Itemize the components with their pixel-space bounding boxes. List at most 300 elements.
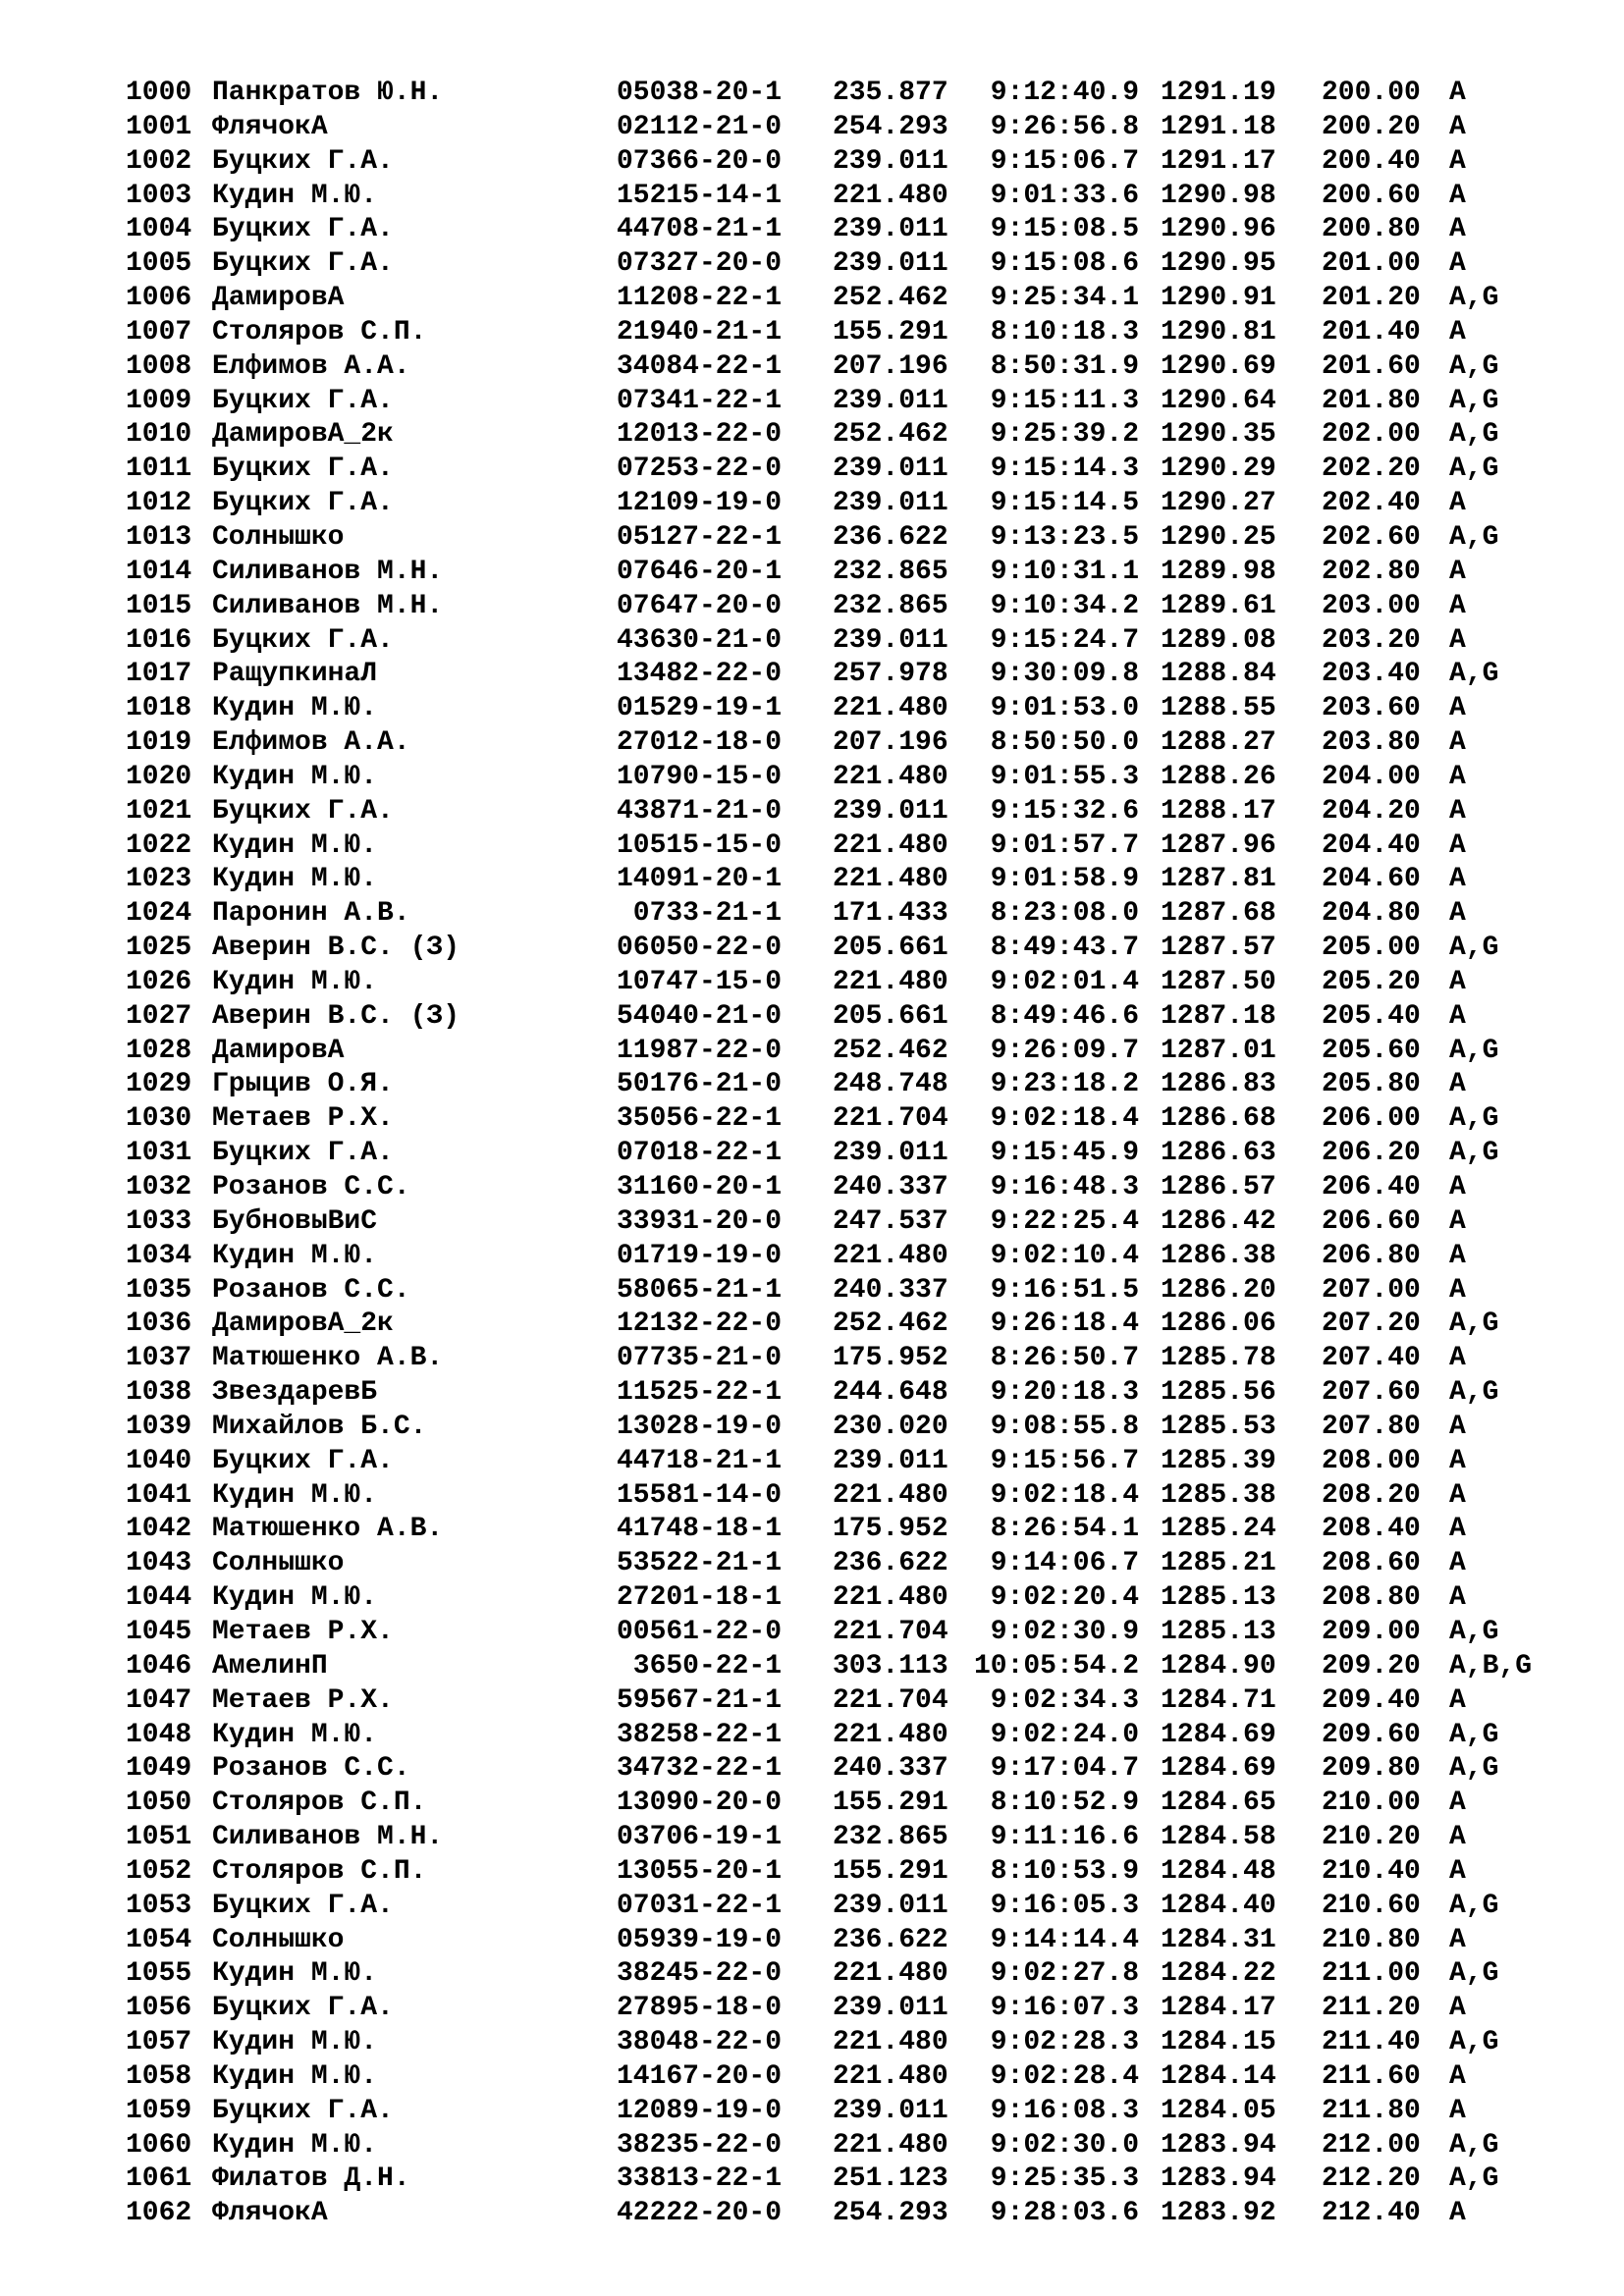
row-arrival-time: 9:15:56.7 <box>990 1445 1139 1476</box>
row-arrival-time: 9:16:48.3 <box>990 1172 1139 1202</box>
row-name: Паронин А.В. <box>212 898 410 930</box>
row-ring-number: 44708-21-1 <box>616 214 782 245</box>
row-flags: A <box>1449 1684 1466 1716</box>
row-distance: 221.704 <box>833 1616 948 1647</box>
row-position: 1027 <box>126 1000 192 1032</box>
row-name: Столяров С.П. <box>212 1855 427 1887</box>
row-distance: 221.480 <box>833 1582 948 1614</box>
row-points: 205.60 <box>1322 1035 1421 1066</box>
row-points: 204.60 <box>1322 864 1421 895</box>
row-arrival-time: 9:16:08.3 <box>990 2095 1139 2126</box>
row-position: 1014 <box>126 556 192 587</box>
row-arrival-time: 9:17:04.7 <box>990 1753 1139 1785</box>
row-distance: 239.011 <box>833 624 948 656</box>
row-flags: A <box>1449 1205 1466 1237</box>
row-ring-number: 58065-21-1 <box>616 1274 782 1306</box>
row-name: ЗвездаревБ <box>212 1377 378 1409</box>
row-position: 1004 <box>126 214 192 245</box>
row-name: Матюшенко А.В. <box>212 1514 444 1545</box>
row-position: 1036 <box>126 1308 192 1340</box>
row-points: 204.20 <box>1322 795 1421 827</box>
row-distance: 221.480 <box>833 1719 948 1750</box>
row-speed: 1287.68 <box>1161 898 1276 930</box>
row-name: Матюшенко А.В. <box>212 1343 444 1374</box>
row-points: 205.40 <box>1322 1000 1421 1032</box>
row-name: Буцких Г.А. <box>212 624 394 656</box>
table-row <box>126 1308 1598 1342</box>
row-name: ДамировА_2к <box>212 1308 394 1340</box>
row-flags: A <box>1449 1000 1466 1032</box>
row-distance: 239.011 <box>833 488 948 519</box>
row-name: Солнышко <box>212 1548 345 1579</box>
row-points: 211.40 <box>1322 2027 1421 2058</box>
row-arrival-time: 9:02:10.4 <box>990 1240 1139 1271</box>
row-name: Буцких Г.А. <box>212 488 394 519</box>
row-speed: 1284.71 <box>1161 1684 1276 1716</box>
row-ring-number: 13090-20-0 <box>616 1788 782 1819</box>
row-distance: 252.462 <box>833 1035 948 1066</box>
row-position: 1045 <box>126 1616 192 1647</box>
row-points: 205.20 <box>1322 966 1421 997</box>
row-flags: A,G <box>1449 1890 1499 1921</box>
row-position: 1012 <box>126 488 192 519</box>
row-ring-number: 38048-22-0 <box>616 2027 782 2058</box>
row-distance: 221.480 <box>833 2129 948 2161</box>
row-points: 204.80 <box>1322 898 1421 930</box>
row-distance: 221.704 <box>833 1684 948 1716</box>
row-ring-number: 33813-22-1 <box>616 2163 782 2195</box>
row-points: 208.60 <box>1322 1548 1421 1579</box>
row-speed: 1284.31 <box>1161 1924 1276 1955</box>
row-points: 201.20 <box>1322 283 1421 314</box>
row-arrival-time: 9:02:30.9 <box>990 1616 1139 1647</box>
row-distance: 239.011 <box>833 454 948 485</box>
row-position: 1030 <box>126 1103 192 1135</box>
row-ring-number: 27012-18-0 <box>616 727 782 759</box>
row-flags: A <box>1449 1172 1466 1202</box>
row-arrival-time: 9:26:18.4 <box>990 1308 1139 1340</box>
row-position: 1026 <box>126 966 192 997</box>
table-row <box>126 385 1598 419</box>
table-row <box>126 487 1598 521</box>
row-distance: 244.648 <box>833 1377 948 1409</box>
row-ring-number: 07647-20-0 <box>616 590 782 621</box>
row-ring-number: 05038-20-1 <box>616 78 782 108</box>
row-speed: 1286.57 <box>1161 1172 1276 1202</box>
row-ring-number: 43871-21-0 <box>616 795 782 827</box>
row-points: 208.40 <box>1322 1514 1421 1545</box>
row-points: 200.40 <box>1322 145 1421 177</box>
row-ring-number: 54040-21-0 <box>616 1000 782 1032</box>
row-name: Столяров С.П. <box>212 316 427 347</box>
row-position: 1021 <box>126 795 192 827</box>
row-position: 1061 <box>126 2163 192 2195</box>
row-speed: 1288.26 <box>1161 761 1276 792</box>
row-speed: 1287.81 <box>1161 864 1276 895</box>
row-distance: 236.622 <box>833 521 948 553</box>
row-speed: 1285.56 <box>1161 1377 1276 1409</box>
row-position: 1019 <box>126 727 192 759</box>
row-name: Кудин М.Ю. <box>212 1479 378 1511</box>
row-position: 1054 <box>126 1924 192 1955</box>
row-ring-number: 38245-22-0 <box>616 1958 782 1990</box>
table-row <box>126 829 1598 864</box>
row-points: 211.20 <box>1322 1993 1421 2024</box>
row-arrival-time: 9:22:25.4 <box>990 1205 1139 1237</box>
row-arrival-time: 9:02:24.0 <box>990 1719 1139 1750</box>
row-flags: A <box>1449 966 1466 997</box>
row-points: 211.00 <box>1322 1958 1421 1990</box>
row-name: Кудин М.Ю. <box>212 180 378 211</box>
row-points: 202.80 <box>1322 556 1421 587</box>
row-name: Кудин М.Ю. <box>212 2060 378 2092</box>
row-name: Грыцив О.Я. <box>212 1069 394 1100</box>
row-flags: A,G <box>1449 1616 1499 1647</box>
row-distance: 230.020 <box>833 1411 948 1442</box>
row-speed: 1285.78 <box>1161 1343 1276 1374</box>
row-arrival-time: 9:15:08.6 <box>990 248 1139 280</box>
row-flags: A <box>1449 590 1466 621</box>
row-arrival-time: 8:50:50.0 <box>990 727 1139 759</box>
row-ring-number: 11987-22-0 <box>616 1035 782 1066</box>
row-points: 204.40 <box>1322 829 1421 861</box>
row-position: 1060 <box>126 2129 192 2161</box>
row-flags: A,G <box>1449 1719 1499 1750</box>
row-ring-number: 00561-22-0 <box>616 1616 782 1647</box>
row-name: Буцких Г.А. <box>212 1138 394 1169</box>
row-speed: 1288.55 <box>1161 693 1276 724</box>
table-row <box>126 1205 1598 1240</box>
table-row <box>126 350 1598 385</box>
row-flags: A <box>1449 1924 1466 1955</box>
row-ring-number: 21940-21-1 <box>616 316 782 347</box>
table-row <box>126 692 1598 726</box>
row-speed: 1285.13 <box>1161 1616 1276 1647</box>
row-distance: 239.011 <box>833 1993 948 2024</box>
row-points: 203.80 <box>1322 727 1421 759</box>
row-position: 1025 <box>126 933 192 964</box>
row-ring-number: 34084-22-1 <box>616 350 782 382</box>
row-name: Буцких Г.А. <box>212 2095 394 2126</box>
row-name: Буцких Г.А. <box>212 1993 394 2024</box>
row-speed: 1290.95 <box>1161 248 1276 280</box>
row-arrival-time: 9:14:06.7 <box>990 1548 1139 1579</box>
row-flags: A <box>1449 214 1466 245</box>
row-name: Кудин М.Ю. <box>212 1240 378 1271</box>
row-arrival-time: 9:15:24.7 <box>990 624 1139 656</box>
row-speed: 1288.17 <box>1161 795 1276 827</box>
row-points: 201.60 <box>1322 350 1421 382</box>
row-ring-number: 07327-20-0 <box>616 248 782 280</box>
table-row <box>126 1581 1598 1616</box>
row-speed: 1289.08 <box>1161 624 1276 656</box>
row-arrival-time: 8:10:52.9 <box>990 1788 1139 1819</box>
row-points: 210.20 <box>1322 1822 1421 1853</box>
table-row <box>126 1890 1598 1924</box>
row-speed: 1290.64 <box>1161 385 1276 416</box>
row-distance: 303.113 <box>833 1650 948 1682</box>
row-speed: 1283.92 <box>1161 2198 1276 2229</box>
row-ring-number: 41748-18-1 <box>616 1514 782 1545</box>
row-arrival-time: 9:25:34.1 <box>990 283 1139 314</box>
row-arrival-time: 8:26:50.7 <box>990 1343 1139 1374</box>
row-flags: A <box>1449 864 1466 895</box>
row-ring-number: 33931-20-0 <box>616 1205 782 1237</box>
row-position: 1028 <box>126 1035 192 1066</box>
row-flags: A <box>1449 2198 1466 2229</box>
row-points: 206.00 <box>1322 1103 1421 1135</box>
row-name: ДамировА <box>212 283 345 314</box>
row-arrival-time: 9:16:05.3 <box>990 1890 1139 1921</box>
row-flags: A <box>1449 488 1466 519</box>
row-speed: 1288.27 <box>1161 727 1276 759</box>
table-row <box>126 2060 1598 2095</box>
table-row <box>126 1376 1598 1411</box>
row-speed: 1290.69 <box>1161 350 1276 382</box>
row-flags: A <box>1449 1069 1466 1100</box>
table-row <box>126 2129 1598 2163</box>
row-name: Аверин В.С. (З) <box>212 1000 460 1032</box>
row-distance: 221.480 <box>833 180 948 211</box>
row-speed: 1285.39 <box>1161 1445 1276 1476</box>
row-ring-number: 44718-21-1 <box>616 1445 782 1476</box>
row-points: 203.60 <box>1322 693 1421 724</box>
row-position: 1037 <box>126 1343 192 1374</box>
row-position: 1038 <box>126 1377 192 1409</box>
row-points: 201.80 <box>1322 385 1421 416</box>
row-points: 202.40 <box>1322 488 1421 519</box>
row-name: Буцких Г.А. <box>212 795 394 827</box>
row-speed: 1286.42 <box>1161 1205 1276 1237</box>
table-row <box>126 180 1598 214</box>
row-points: 207.00 <box>1322 1274 1421 1306</box>
table-row <box>126 1616 1598 1650</box>
row-arrival-time: 9:26:09.7 <box>990 1035 1139 1066</box>
row-speed: 1286.20 <box>1161 1274 1276 1306</box>
row-flags: A,G <box>1449 1035 1499 1066</box>
row-name: АмелинП <box>212 1650 328 1682</box>
table-row <box>126 1752 1598 1787</box>
row-speed: 1286.06 <box>1161 1308 1276 1340</box>
row-name: Кудин М.Ю. <box>212 693 378 724</box>
row-arrival-time: 9:15:14.3 <box>990 454 1139 485</box>
row-flags: A,G <box>1449 385 1499 416</box>
row-name: Кудин М.Ю. <box>212 829 378 861</box>
row-flags: A <box>1449 1855 1466 1887</box>
table-row <box>126 1411 1598 1445</box>
row-speed: 1290.98 <box>1161 180 1276 211</box>
row-arrival-time: 9:25:39.2 <box>990 419 1139 451</box>
row-speed: 1284.05 <box>1161 2095 1276 2126</box>
row-points: 210.80 <box>1322 1924 1421 1955</box>
row-distance: 232.865 <box>833 590 948 621</box>
row-position: 1049 <box>126 1753 192 1785</box>
row-speed: 1290.91 <box>1161 283 1276 314</box>
row-speed: 1286.68 <box>1161 1103 1276 1135</box>
row-name: ДамировА <box>212 1035 345 1066</box>
results-table <box>126 77 1598 2231</box>
row-name: Солнышко <box>212 521 345 553</box>
row-points: 207.80 <box>1322 1411 1421 1442</box>
row-ring-number: 12013-22-0 <box>616 419 782 451</box>
row-name: Кудин М.Ю. <box>212 1958 378 1990</box>
row-arrival-time: 8:49:46.6 <box>990 1000 1139 1032</box>
row-flags: A <box>1449 2060 1466 2092</box>
row-position: 1017 <box>126 659 192 690</box>
row-ring-number: 53522-21-1 <box>616 1548 782 1579</box>
row-distance: 171.433 <box>833 898 948 930</box>
row-speed: 1287.57 <box>1161 933 1276 964</box>
row-flags: A,G <box>1449 454 1499 485</box>
table-row <box>126 726 1598 761</box>
row-name: Буцких Г.А. <box>212 145 394 177</box>
row-speed: 1287.50 <box>1161 966 1276 997</box>
row-speed: 1290.35 <box>1161 419 1276 451</box>
row-arrival-time: 9:15:11.3 <box>990 385 1139 416</box>
row-position: 1033 <box>126 1205 192 1237</box>
row-distance: 175.952 <box>833 1514 948 1545</box>
row-speed: 1284.90 <box>1161 1650 1276 1682</box>
row-arrival-time: 8:10:53.9 <box>990 1855 1139 1887</box>
row-distance: 221.480 <box>833 966 948 997</box>
row-distance: 239.011 <box>833 385 948 416</box>
row-distance: 240.337 <box>833 1753 948 1785</box>
row-ring-number: 07735-21-0 <box>616 1343 782 1374</box>
row-position: 1003 <box>126 180 192 211</box>
table-row <box>126 282 1598 316</box>
row-arrival-time: 9:01:58.9 <box>990 864 1139 895</box>
row-name: Кудин М.Ю. <box>212 966 378 997</box>
row-flags: A <box>1449 316 1466 347</box>
row-position: 1057 <box>126 2027 192 2058</box>
row-arrival-time: 9:08:55.8 <box>990 1411 1139 1442</box>
row-points: 209.00 <box>1322 1616 1421 1647</box>
row-flags: A <box>1449 180 1466 211</box>
row-name: Метаев Р.Х. <box>212 1103 394 1135</box>
table-row <box>126 1000 1598 1035</box>
row-flags: A,G <box>1449 2027 1499 2058</box>
table-row <box>126 1547 1598 1581</box>
table-row <box>126 1957 1598 1992</box>
row-name: Метаев Р.Х. <box>212 1616 394 1647</box>
row-name: Буцких Г.А. <box>212 454 394 485</box>
row-arrival-time: 9:02:27.8 <box>990 1958 1139 1990</box>
row-flags: A,G <box>1449 1958 1499 1990</box>
row-position: 1048 <box>126 1719 192 1750</box>
table-row <box>126 1479 1598 1514</box>
row-flags: A <box>1449 761 1466 792</box>
row-arrival-time: 8:23:08.0 <box>990 898 1139 930</box>
row-distance: 239.011 <box>833 1890 948 1921</box>
row-flags: A <box>1449 1274 1466 1306</box>
row-arrival-time: 9:14:14.4 <box>990 1924 1139 1955</box>
row-position: 1010 <box>126 419 192 451</box>
row-position: 1032 <box>126 1172 192 1202</box>
row-points: 206.20 <box>1322 1138 1421 1169</box>
row-speed: 1290.96 <box>1161 214 1276 245</box>
row-points: 205.80 <box>1322 1069 1421 1100</box>
table-row <box>126 966 1598 1000</box>
row-speed: 1284.58 <box>1161 1822 1276 1853</box>
row-speed: 1287.01 <box>1161 1035 1276 1066</box>
row-name: Силиванов М.Н. <box>212 556 444 587</box>
row-speed: 1290.81 <box>1161 316 1276 347</box>
row-distance: 232.865 <box>833 1822 948 1853</box>
row-arrival-time: 9:15:06.7 <box>990 145 1139 177</box>
row-ring-number: 42222-20-0 <box>616 2198 782 2229</box>
row-arrival-time: 8:50:31.9 <box>990 350 1139 382</box>
row-points: 207.60 <box>1322 1377 1421 1409</box>
row-position: 1022 <box>126 829 192 861</box>
table-row <box>126 1274 1598 1308</box>
row-points: 206.80 <box>1322 1240 1421 1271</box>
row-arrival-time: 9:16:51.5 <box>990 1274 1139 1306</box>
row-ring-number: 07031-22-1 <box>616 1890 782 1921</box>
row-position: 1058 <box>126 2060 192 2092</box>
row-flags: A <box>1449 1788 1466 1819</box>
row-name: Панкратов Ю.Н. <box>212 78 444 108</box>
row-flags: A,G <box>1449 521 1499 553</box>
row-ring-number: 0733-21-1 <box>632 898 782 930</box>
row-position: 1043 <box>126 1548 192 1579</box>
row-flags: A <box>1449 1479 1466 1511</box>
row-arrival-time: 9:13:23.5 <box>990 521 1139 553</box>
row-speed: 1285.13 <box>1161 1582 1276 1614</box>
table-row <box>126 1137 1598 1171</box>
row-flags: A,G <box>1449 1138 1499 1169</box>
row-distance: 207.196 <box>833 727 948 759</box>
row-points: 210.60 <box>1322 1890 1421 1921</box>
row-points: 205.00 <box>1322 933 1421 964</box>
row-ring-number: 01719-19-0 <box>616 1240 782 1271</box>
row-name: Буцких Г.А. <box>212 1890 394 1921</box>
row-flags: A <box>1449 1514 1466 1545</box>
row-name: ФлячокА <box>212 111 328 142</box>
row-name: Столяров С.П. <box>212 1788 427 1819</box>
row-ring-number: 34732-22-1 <box>616 1753 782 1785</box>
row-ring-number: 07341-22-1 <box>616 385 782 416</box>
row-flags: A <box>1449 1343 1466 1374</box>
table-row <box>126 2197 1598 2231</box>
row-name: Буцких Г.А. <box>212 248 394 280</box>
row-name: РащупкинаЛ <box>212 659 378 690</box>
row-name: ФлячокА <box>212 2198 328 2229</box>
table-row <box>126 111 1598 145</box>
table-row <box>126 1171 1598 1205</box>
row-ring-number: 06050-22-0 <box>616 933 782 964</box>
row-distance: 205.661 <box>833 933 948 964</box>
row-ring-number: 10747-15-0 <box>616 966 782 997</box>
row-distance: 232.865 <box>833 556 948 587</box>
row-ring-number: 05127-22-1 <box>616 521 782 553</box>
table-row <box>126 1821 1598 1855</box>
row-ring-number: 07366-20-0 <box>616 145 782 177</box>
table-row <box>126 77 1598 111</box>
row-points: 212.20 <box>1322 2163 1421 2195</box>
row-speed: 1284.69 <box>1161 1753 1276 1785</box>
row-distance: 155.291 <box>833 1855 948 1887</box>
row-points: 204.00 <box>1322 761 1421 792</box>
row-name: БубновыВиС <box>212 1205 378 1237</box>
row-flags: A <box>1449 1240 1466 1271</box>
row-position: 1056 <box>126 1993 192 2024</box>
row-distance: 205.661 <box>833 1000 948 1032</box>
row-speed: 1284.15 <box>1161 2027 1276 2058</box>
row-distance: 239.011 <box>833 1138 948 1169</box>
row-position: 1031 <box>126 1138 192 1169</box>
row-points: 202.20 <box>1322 454 1421 485</box>
row-speed: 1285.53 <box>1161 1411 1276 1442</box>
